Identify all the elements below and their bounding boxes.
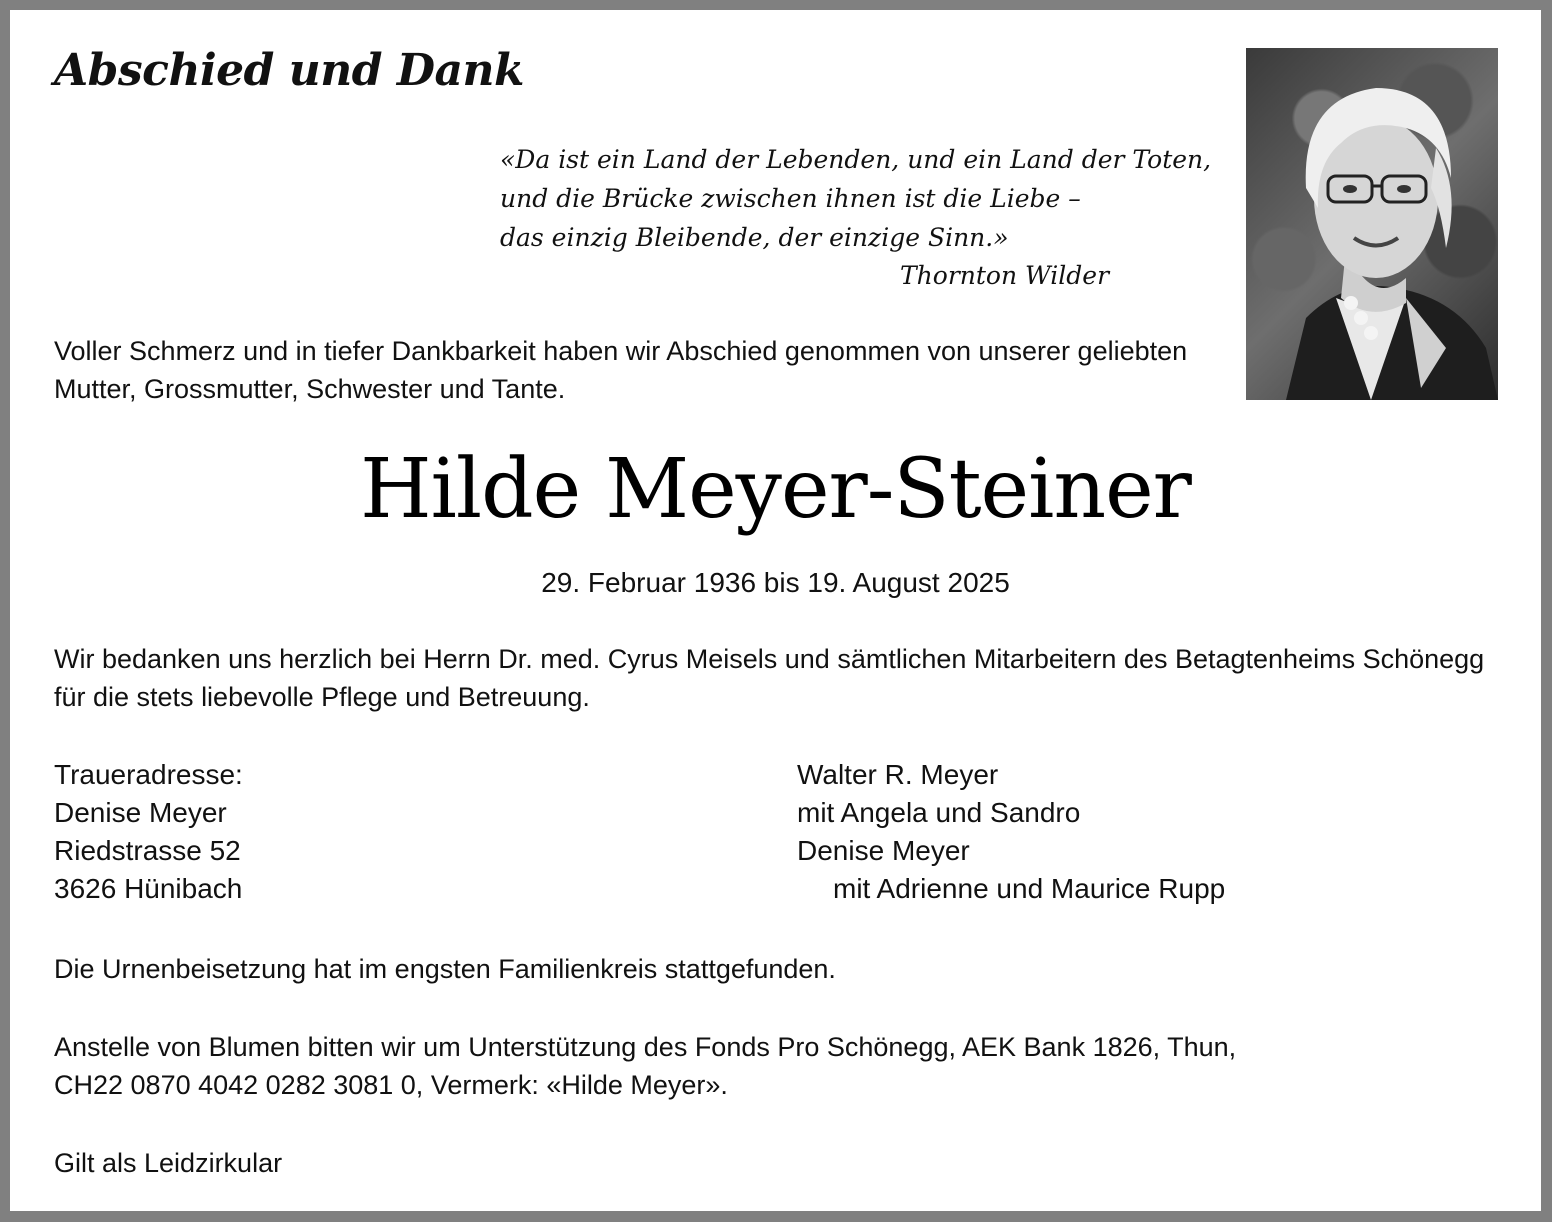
address-name: Denise Meyer — [54, 797, 227, 828]
address-street: Riedstrasse 52 — [54, 835, 241, 866]
portrait-icon — [1246, 48, 1498, 400]
family-list — [797, 756, 1225, 908]
portrait-photo — [1246, 48, 1498, 400]
circular-note: Gilt als Leidzirkular — [54, 1148, 283, 1178]
donation-line: Anstelle von Blumen bitten wir um Unterstützung des Fonds Pro Schönegg, AEK Bank 1826, Thun, — [54, 1032, 1237, 1062]
quote-author: Thornton Wilder — [900, 261, 1110, 290]
obituary-card — [10, 10, 1541, 1211]
intro-text: Voller Schmerz und in tiefer Dankbarkeit haben wir Abschied genommen von unserer geliebten Mutter, Grossmutter, Schwester und Tante. — [54, 336, 1188, 404]
quote-line: «Da ist ein Land der Lebenden, und ein Land der Toten, — [500, 145, 1212, 174]
family-member: Denise Meyer — [797, 835, 970, 866]
thanks-text: Wir bedanken uns herzlich bei Herrn Dr. med. Cyrus Meisels und sämtlichen Mitarbeitern des Betagtenheims Schönegg für die stets liebevolle Pflege und Betreuung. — [54, 644, 1485, 712]
mourning-address — [54, 756, 243, 908]
quote — [500, 140, 1211, 257]
donation-line: CH22 0870 4042 0282 3081 0, Vermerk: «Hilde Meyer». — [54, 1070, 728, 1100]
family-member: mit Angela und Sandro — [797, 797, 1081, 828]
family-member: Walter R. Meyer — [797, 759, 999, 790]
heading: Abschied und Dank — [54, 45, 524, 96]
donation-notice — [54, 1028, 1236, 1104]
quote-line: und die Brücke zwischen ihnen ist die Liebe – — [500, 184, 1081, 213]
life-dates: 29. Februar 1936 bis 19. August 2025 — [541, 567, 1010, 598]
address-city: 3626 Hünibach — [54, 873, 243, 904]
quote-line: das einzig Bleibende, der einzige Sinn.» — [500, 223, 1009, 252]
family-member: mit Adrienne und Maurice Rupp — [833, 873, 1226, 904]
deceased-name: Hilde Meyer-Steiner — [360, 442, 1191, 537]
urn-notice: Die Urnenbeisetzung hat im engsten Familienkreis stattgefunden. — [54, 954, 836, 984]
address-label: Traueradresse: — [54, 759, 243, 790]
